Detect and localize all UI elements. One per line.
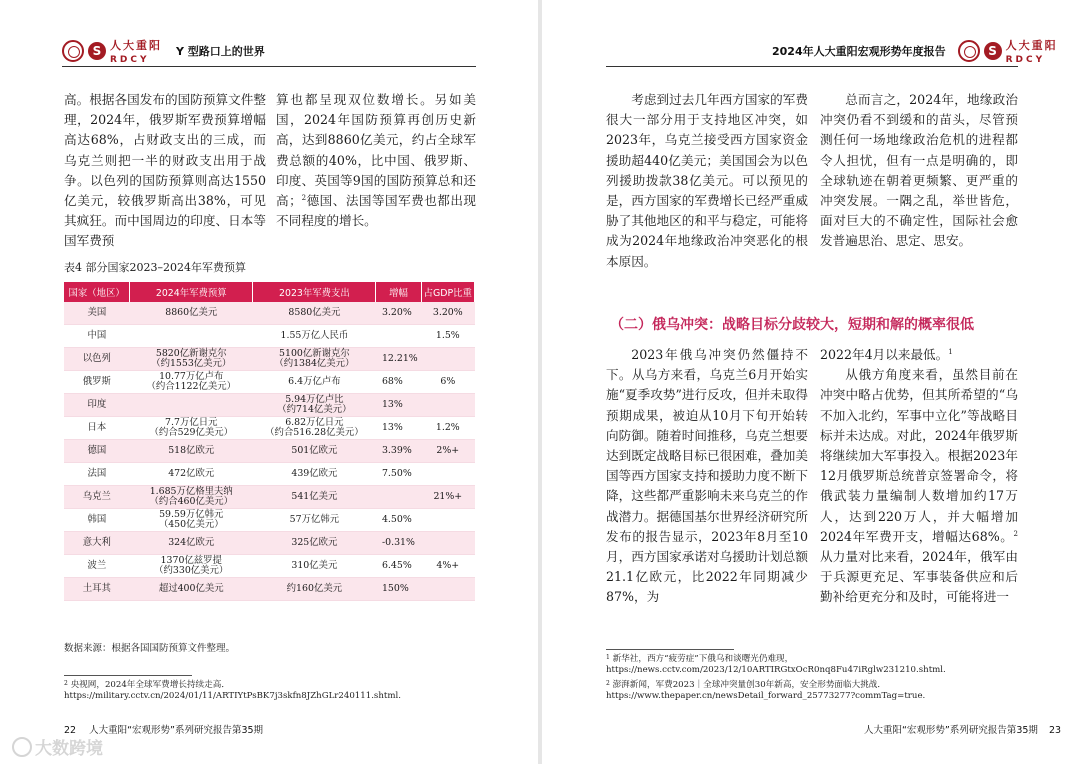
- footnote-number: 1: [606, 654, 610, 661]
- table-country-cell: 韩国: [64, 509, 130, 532]
- right-header-title: 2024年人大重阳宏观形势年度报告: [772, 45, 946, 58]
- left-header: [62, 38, 265, 64]
- right-header-rule: [606, 66, 1018, 67]
- table-country-cell: 波兰: [64, 555, 130, 578]
- table-cell: 439亿欧元: [253, 463, 376, 486]
- logo-cn-text: 人大重阳: [1005, 39, 1058, 52]
- footnote-ref-2: 2: [301, 194, 307, 203]
- table-row: [64, 532, 475, 555]
- table-row: [64, 463, 475, 486]
- footnote-text: 新华社，西方“疲劳症”下俄乌和谈曙光仍难现，https://news.cctv.com/2023/12/10ARTIRGtxOcR0nq8Fu47iRglw231210.shtml.: [606, 654, 946, 675]
- rdcy-mark-icon: S: [88, 42, 106, 60]
- table-cell: [421, 578, 474, 601]
- table-cell: 4.50%: [376, 509, 421, 532]
- right-col2-text-a: 2022年4月以来最低。: [820, 347, 949, 362]
- table-cell: 13%: [376, 394, 421, 417]
- left-column-2: [276, 90, 476, 231]
- table-row: [64, 578, 475, 601]
- left-header-rule: [62, 66, 476, 67]
- table-cell: 12.21%: [376, 348, 421, 371]
- table-header-cell: 国家（地区）: [64, 282, 130, 302]
- footnote-ref-1: 1: [948, 348, 953, 356]
- table-header-cell: 2024年军费预算: [130, 282, 253, 302]
- logo-en-text: RDCY: [110, 55, 150, 65]
- table-header-cell: 占GDP比重: [421, 282, 474, 302]
- table-cell: 1.55万亿人民币: [253, 325, 376, 348]
- table-cell: 5100亿新谢克尔 （约1384亿美元）: [253, 348, 376, 371]
- right-col2-paragraph-2: [820, 365, 1018, 607]
- rdcy-logo: [958, 37, 1058, 65]
- table-cell: 59.59万亿韩元 （450亿美元）: [130, 509, 253, 532]
- table-header-cell: 2023年军费支出: [253, 282, 376, 302]
- table-cell: [421, 348, 474, 371]
- table-row: [64, 509, 475, 532]
- right-header: [772, 38, 1058, 64]
- table-cell: [130, 394, 253, 417]
- table-cell: 21%+: [421, 486, 474, 509]
- rdcy-mark-icon: S: [984, 42, 1002, 60]
- table-cell: 541亿美元: [253, 486, 376, 509]
- table-caption: 表4 部分国家2023–2024年军费预算: [64, 261, 246, 274]
- table-row: [64, 325, 475, 348]
- table-cell: 3.39%: [376, 440, 421, 463]
- logo-cn-text: 人大重阳: [110, 39, 162, 52]
- table-cell: 68%: [376, 371, 421, 394]
- right-column-2-bottom: [820, 345, 1018, 608]
- right-footnote-1: [606, 654, 1018, 676]
- watermark: [12, 734, 103, 759]
- table-cell: [376, 325, 421, 348]
- table-cell: 5.94万亿卢比 （约714亿美元）: [253, 394, 376, 417]
- right-page-number: 23: [1048, 725, 1062, 736]
- military-budget-table: [64, 282, 475, 601]
- left-header-title: Y 型路口上的世界: [176, 45, 265, 58]
- table-cell: 6%: [421, 371, 474, 394]
- table-row: [64, 440, 475, 463]
- right-page: [542, 0, 1080, 764]
- footnote-text: 澎湃新闻，军费2023｜全球冲突量创30年新高，安全形势面临大挑战．https://www.thepaper.cn/newsDetail_forward_25773277?commTag=true.: [606, 680, 926, 701]
- right-col2-top-text: 总而言之，2024年，地缘政治冲突仍看不到缓和的苗头，尽管预测任何一场地缘政治危机的进程都令人担忧，但有一点是明确的，即全球轨迹在朝着更频繁、更严重的冲突发展。一隅之乱，举世皆危，面对巨大的不确定性，国际社会愈发普遍思治、思定、思安。: [820, 92, 1018, 249]
- table-cell: 7.50%: [376, 463, 421, 486]
- table-cell: -0.31%: [376, 532, 421, 555]
- table-row: [64, 486, 475, 509]
- table-cell: [421, 463, 474, 486]
- university-seal-icon: [958, 40, 980, 62]
- right-col2-text-c: 从力量对比来看，2024年，俄军由于兵源更充足、军事装备供应和后勤补给更充分和及时，可能将进一: [820, 549, 1018, 605]
- table-cell: [421, 509, 474, 532]
- table-header-row: [64, 282, 475, 302]
- right-footer-title: 人大重阳“宏观形势”系列研究报告第35期: [864, 725, 1038, 736]
- right-column-2-top: [820, 90, 1018, 252]
- table-cell: 4%+: [421, 555, 474, 578]
- table-cell: 518亿欧元: [130, 440, 253, 463]
- table-cell: 7.7万亿日元 （约合529亿美元）: [130, 417, 253, 440]
- data-source-note: 数据来源：根据各国国防预算文件整理。: [64, 643, 236, 654]
- table-country-cell: 乌克兰: [64, 486, 130, 509]
- table-country-cell: 日本: [64, 417, 130, 440]
- table-cell: 57万亿韩元: [253, 509, 376, 532]
- left-col2-text-b: 德国、法国等国军费也都出现不同程度的增长。: [276, 193, 477, 229]
- table-cell: 8860亿美元: [130, 302, 253, 325]
- right-column-1-bottom: [606, 345, 808, 608]
- table-cell: 6.82万亿日元 （约合516.28亿美元）: [253, 417, 376, 440]
- right-col1-top-text: 考虑到过去几年西方国家的军费很大一部分用于支持地区冲突，如2023年，乌克兰接受西方国家资金援助超440亿美元；美国国会为以色列援助拨款38亿美元。可以预见的是，西方国家的军费增长已经严重威胁了其他地区的和平与稳定，可能将成为2024年地缘政治冲突恶化的根本原因。: [606, 92, 808, 269]
- table-cell: 1.685万亿格里夫纳 （约合460亿美元）: [130, 486, 253, 509]
- left-col2-paragraph: [276, 90, 476, 231]
- table-row: [64, 394, 475, 417]
- table-row: [64, 348, 475, 371]
- watermark-text: 大数跨境: [35, 739, 103, 759]
- table-country-cell: 美国: [64, 302, 130, 325]
- table-country-cell: 俄罗斯: [64, 371, 130, 394]
- right-col2-text-b: 从俄方角度来看，虽然目前在冲突中略占优势，但其所希望的“乌不加入北约，军事中立化”等战略目标并未达成。对此，2024年俄罗斯将继续加大军事投入。根据2023年12月俄罗斯总统普京签署命令，将俄武装力量编制人数增加约17万人，达到220万人，并大幅增加2024年军费开支，增幅达68%。: [820, 367, 1018, 544]
- table-cell: 3.20%: [376, 302, 421, 325]
- table-cell: 3.20%: [421, 302, 474, 325]
- table-row: [64, 302, 475, 325]
- left-column-1: [64, 90, 266, 252]
- table-cell: 325亿欧元: [253, 532, 376, 555]
- table-country-cell: 中国: [64, 325, 130, 348]
- right-footnote-rule: [606, 649, 734, 650]
- table-country-cell: 印度: [64, 394, 130, 417]
- left-page-number: 22: [64, 725, 77, 736]
- table-cell: 501亿欧元: [253, 440, 376, 463]
- table-cell: 1.2%: [421, 417, 474, 440]
- table-row: [64, 371, 475, 394]
- table-country-cell: 土耳其: [64, 578, 130, 601]
- rdcy-logo: [62, 37, 162, 65]
- left-footnote: [64, 680, 476, 702]
- table-cell: 324亿欧元: [130, 532, 253, 555]
- table-cell: [421, 532, 474, 555]
- table-country-cell: 德国: [64, 440, 130, 463]
- table-country-cell: 法国: [64, 463, 130, 486]
- table-cell: 10.77万亿卢布 （约合1122亿美元）: [130, 371, 253, 394]
- table-cell: 1.5%: [421, 325, 474, 348]
- left-page: [0, 0, 538, 764]
- table-cell: 310亿美元: [253, 555, 376, 578]
- table-cell: [421, 394, 474, 417]
- right-column-1-top: [606, 90, 808, 272]
- table-row: [64, 555, 475, 578]
- table-country-cell: 意大利: [64, 532, 130, 555]
- footnote-number: 2: [64, 680, 68, 687]
- right-col2-bottom-paragraph: [820, 345, 1018, 365]
- table-cell: 1370亿兹罗提 （约330亿美元）: [130, 555, 253, 578]
- footnote-ref-2: 2: [1013, 529, 1018, 538]
- left-col2-text-a: 算也都呈现双位数增长。另如美国，2024年国防预算再创历史新高，达到8860亿美元，约占全球军费总额的40%，比中国、俄罗斯、印度、英国等9国的国防预算总和还高；: [276, 92, 476, 209]
- table-cell: [130, 325, 253, 348]
- footnote-text: 央视网，2024年全球军费增长持续走高．https://military.cctv.cn/2024/01/11/ARTIYtPsBK7j3skfn8JZhGLr240111.shtml.: [64, 680, 401, 701]
- left-footer-title: 人大重阳“宏观形势”系列研究报告第35期: [89, 725, 264, 736]
- table-country-cell: 以色列: [64, 348, 130, 371]
- table-header-cell: 增幅: [376, 282, 421, 302]
- left-col1-text: 高。根据各国发布的国防预算文件整理，2024年，俄罗斯军费预算增幅高达68%，占财政支出的三成，而乌克兰则把一半的财政支出用于战争。以色列的国防预算则高达1550亿美元，较俄罗斯高出38%，可见其疯狂。而中国周边的印度、日本等国军费预: [64, 92, 266, 249]
- table-cell: 472亿欧元: [130, 463, 253, 486]
- right-col1-bottom-text: 2023年俄乌冲突仍然僵持不下。从乌方来看，乌克兰6月开始实施“夏季攻势”进行反攻，但并未取得预期成果，被迫从10月下旬开始转向防御。随着时间推移，乌克兰想要达到既定战略目标已很困难，叠加美国等西方国家支持和援助力度不断下降，这些都严重影响未来乌克兰的作战潜力。据德国基尔世界经济研究所发布的报告显示，2023年8月至10月，西方国家承诺对乌援助计划总额21.1亿欧元，比2022年同期减少87%，为: [606, 347, 808, 605]
- logo-en-text: RDCY: [1005, 55, 1046, 65]
- table-cell: 8580亿美元: [253, 302, 376, 325]
- table-cell: 2%+: [421, 440, 474, 463]
- table-cell: 13%: [376, 417, 421, 440]
- section-heading: （二）俄乌冲突：战略目标分歧较大，短期和解的概率很低: [610, 317, 974, 333]
- table-cell: [376, 486, 421, 509]
- right-footnote-2: [606, 680, 1018, 702]
- table-cell: 6.4万亿卢布: [253, 371, 376, 394]
- table-cell: 150%: [376, 578, 421, 601]
- left-footnote-rule: [64, 675, 192, 676]
- footnote-number: 2: [606, 680, 610, 687]
- table-cell: 6.45%: [376, 555, 421, 578]
- university-seal-icon: [62, 40, 84, 62]
- right-footer: [864, 722, 1061, 736]
- table-row: [64, 417, 475, 440]
- table-cell: 5820亿新谢克尔 （约1553亿美元）: [130, 348, 253, 371]
- table-cell: 超过400亿美元: [130, 578, 253, 601]
- watermark-logo-icon: [12, 737, 32, 757]
- table-cell: 约160亿美元: [253, 578, 376, 601]
